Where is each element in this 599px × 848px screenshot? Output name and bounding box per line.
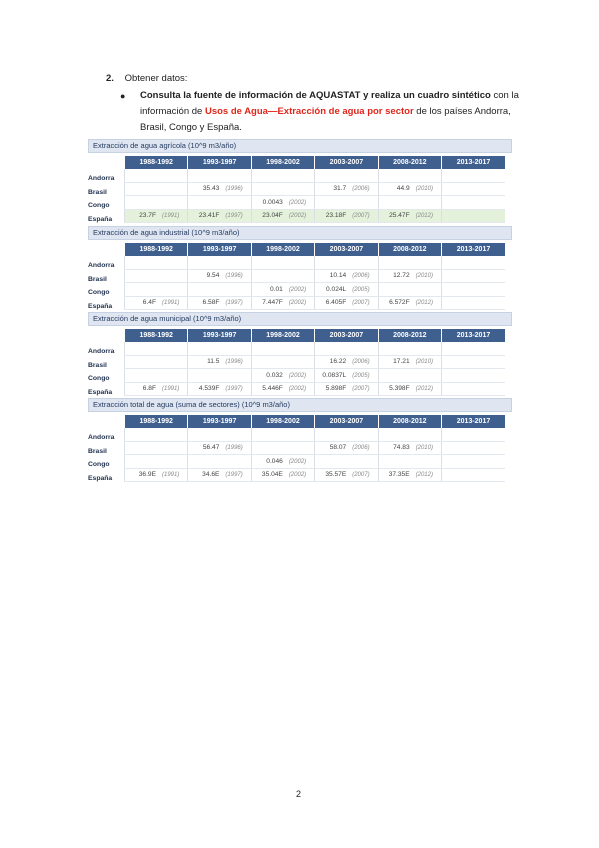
cell-value: 6.405F bbox=[325, 299, 347, 307]
cell-year: (2012) bbox=[415, 213, 433, 220]
cell-year: (2006) bbox=[352, 359, 370, 366]
table-cell bbox=[315, 209, 378, 223]
instruction-highlight: Usos de Agua—Extracción de agua por sector bbox=[204, 106, 414, 117]
instruction-bullet bbox=[120, 88, 520, 136]
country-label: Brasil bbox=[88, 361, 107, 369]
cell-year: (2010) bbox=[415, 273, 433, 280]
cell-value: 74.83 bbox=[393, 444, 410, 452]
table-cell bbox=[188, 369, 251, 383]
cell-year: (1991) bbox=[162, 213, 180, 220]
table-cell bbox=[125, 342, 188, 355]
step-heading bbox=[106, 73, 187, 84]
table-cell bbox=[378, 355, 441, 369]
cell-value: 0.046 bbox=[266, 457, 283, 465]
cell-year: (2006) bbox=[352, 445, 370, 452]
table-cell bbox=[125, 283, 188, 297]
cell-value: 5.898F bbox=[325, 385, 347, 393]
table-row bbox=[125, 428, 506, 441]
table-cell bbox=[251, 256, 314, 269]
period-header: 2003-2007 bbox=[315, 415, 378, 428]
table-cell bbox=[188, 342, 251, 355]
cell-year: (2002) bbox=[288, 372, 307, 379]
cell-year: (2012) bbox=[415, 386, 433, 393]
cell-year: (2010) bbox=[415, 359, 433, 366]
table-wrap bbox=[88, 243, 512, 310]
table-cell bbox=[315, 382, 378, 396]
table-row bbox=[125, 296, 506, 310]
table-cell bbox=[442, 256, 505, 269]
period-header: 2013-2017 bbox=[442, 329, 505, 342]
table-cell bbox=[378, 455, 441, 469]
table-cell bbox=[378, 256, 441, 269]
table-cell bbox=[188, 283, 251, 297]
section-title: Extracción de agua agrícola (10^9 m3/año) bbox=[88, 139, 512, 153]
table-cell bbox=[442, 169, 505, 182]
period-header: 1988-1992 bbox=[125, 243, 188, 256]
step-text: Obtener datos: bbox=[124, 73, 188, 84]
table-cell bbox=[315, 256, 378, 269]
table-cell bbox=[315, 342, 378, 355]
cell-value: 56.47 bbox=[202, 444, 220, 452]
table-cell bbox=[188, 182, 251, 196]
cell-year: (2010) bbox=[415, 186, 433, 193]
cell-year: (2007) bbox=[352, 386, 370, 393]
period-header: 2008-2012 bbox=[378, 415, 441, 428]
cell-year: (1996) bbox=[225, 273, 243, 280]
table-cell bbox=[251, 209, 314, 223]
table-row bbox=[125, 441, 506, 455]
table-cell bbox=[378, 182, 441, 196]
cell-year: (2005) bbox=[352, 286, 370, 293]
table-row bbox=[125, 468, 506, 482]
table-cell bbox=[188, 269, 251, 283]
table-cell bbox=[188, 256, 251, 269]
table-cell bbox=[188, 296, 251, 310]
country-label: España bbox=[88, 215, 113, 223]
table-cell bbox=[251, 296, 314, 310]
period-header: 2008-2012 bbox=[378, 329, 441, 342]
table-row bbox=[125, 269, 506, 283]
country-label: Congo bbox=[88, 289, 110, 296]
country-label: Congo bbox=[88, 461, 110, 468]
table-cell bbox=[125, 441, 188, 455]
table-cell bbox=[378, 382, 441, 396]
table-row bbox=[125, 342, 506, 355]
table-row bbox=[125, 209, 506, 223]
table-cell bbox=[251, 182, 314, 196]
table-row bbox=[125, 196, 506, 210]
table-cell bbox=[125, 169, 188, 182]
table-cell bbox=[378, 209, 441, 223]
cell-value: 7.447F bbox=[262, 299, 283, 307]
cell-year: (2012) bbox=[415, 472, 433, 479]
period-header: 2008-2012 bbox=[378, 243, 441, 256]
cell-value: 44.9 bbox=[396, 185, 410, 193]
table-cell bbox=[251, 269, 314, 283]
data-table bbox=[124, 156, 505, 223]
header-row bbox=[125, 243, 506, 256]
table-row bbox=[125, 182, 506, 196]
table-cell bbox=[378, 428, 441, 441]
cell-value: 23.41F bbox=[198, 212, 220, 220]
country-label: Congo bbox=[88, 375, 110, 382]
cell-value: 36.9E bbox=[138, 471, 156, 479]
country-label: Andorra bbox=[88, 175, 115, 182]
table-cell bbox=[188, 196, 251, 210]
table-cell bbox=[442, 382, 505, 396]
period-header: 2013-2017 bbox=[442, 415, 505, 428]
table-cell bbox=[315, 455, 378, 469]
section-1 bbox=[88, 139, 512, 223]
table-cell bbox=[251, 355, 314, 369]
table-wrap bbox=[88, 415, 512, 482]
section-title: Extracción de agua industrial (10^9 m3/año) bbox=[88, 226, 512, 240]
table-cell bbox=[442, 283, 505, 297]
table-cell bbox=[251, 382, 314, 396]
header-row bbox=[125, 156, 506, 169]
table-cell bbox=[315, 283, 378, 297]
cell-value: 11.5 bbox=[207, 358, 220, 366]
period-header: 1998-2002 bbox=[251, 243, 314, 256]
table-cell bbox=[251, 441, 314, 455]
country-label: Congo bbox=[88, 202, 110, 209]
table-cell bbox=[188, 441, 251, 455]
country-label: Andorra bbox=[88, 262, 115, 269]
instruction-part2: con la información de bbox=[140, 90, 519, 117]
table-cell bbox=[125, 296, 188, 310]
table-cell bbox=[315, 355, 378, 369]
table-cell bbox=[442, 209, 505, 223]
section-2 bbox=[88, 226, 512, 310]
table-cell bbox=[125, 369, 188, 383]
table-cell bbox=[125, 269, 188, 283]
table-cell bbox=[125, 256, 188, 269]
cell-value: 6.4F bbox=[142, 299, 156, 307]
cell-value: 37.35E bbox=[388, 471, 410, 479]
cell-year: (1996) bbox=[225, 445, 243, 452]
period-header: 1993-1997 bbox=[188, 156, 251, 169]
cell-year: (2002) bbox=[288, 386, 307, 393]
table-cell bbox=[378, 196, 441, 210]
table-cell bbox=[251, 169, 314, 182]
table-cell bbox=[378, 269, 441, 283]
table-cell bbox=[315, 269, 378, 283]
instruction-part1: Consulta la fuente de información de AQUASTAT y realiza un cuadro sintético bbox=[140, 90, 491, 101]
cell-value: 10.14 bbox=[329, 272, 347, 280]
table-cell bbox=[188, 468, 251, 482]
table-cell bbox=[315, 441, 378, 455]
table-cell bbox=[315, 196, 378, 210]
cell-year: (2007) bbox=[352, 472, 370, 479]
table-cell bbox=[251, 428, 314, 441]
table-cell bbox=[125, 355, 188, 369]
cell-value: 35.04E bbox=[261, 471, 283, 479]
table-cell bbox=[378, 468, 441, 482]
cell-year: (2010) bbox=[415, 445, 433, 452]
table-cell bbox=[315, 182, 378, 196]
table-cell bbox=[125, 455, 188, 469]
section-3 bbox=[88, 312, 512, 396]
table-row bbox=[125, 283, 506, 297]
table-row bbox=[125, 455, 506, 469]
cell-year: (2002) bbox=[288, 199, 307, 206]
country-label: Andorra bbox=[88, 348, 115, 355]
table-cell bbox=[442, 269, 505, 283]
cell-year: (2006) bbox=[352, 273, 370, 280]
table-cell bbox=[125, 382, 188, 396]
table-cell bbox=[125, 468, 188, 482]
cell-value: 23.7F bbox=[139, 212, 156, 220]
table-cell bbox=[378, 296, 441, 310]
period-header: 1998-2002 bbox=[251, 415, 314, 428]
cell-year: (2005) bbox=[352, 372, 370, 379]
table-cell bbox=[188, 455, 251, 469]
instruction-part3: de los países Andorra, Brasil, Congo y España. bbox=[140, 106, 511, 133]
cell-value: 0.032 bbox=[266, 371, 283, 379]
table-cell bbox=[125, 182, 188, 196]
cell-value: 6.572F bbox=[389, 299, 410, 307]
cell-value: 25.47F bbox=[389, 212, 410, 220]
cell-year: (1996) bbox=[225, 186, 243, 193]
period-header: 2013-2017 bbox=[442, 243, 505, 256]
cell-value: 0.024L bbox=[326, 285, 347, 293]
country-label: España bbox=[88, 388, 113, 396]
period-header: 2003-2007 bbox=[315, 329, 378, 342]
cell-year: (2012) bbox=[415, 300, 433, 307]
table-cell bbox=[251, 196, 314, 210]
table-cell bbox=[442, 296, 505, 310]
table-cell bbox=[125, 428, 188, 441]
table-cell bbox=[251, 369, 314, 383]
cell-year: (2002) bbox=[288, 458, 307, 465]
table-cell bbox=[315, 369, 378, 383]
table-wrap bbox=[88, 329, 512, 396]
table-cell bbox=[251, 283, 314, 297]
cell-year: (2006) bbox=[352, 186, 370, 193]
data-table bbox=[124, 415, 505, 482]
table-cell bbox=[315, 169, 378, 182]
data-table bbox=[124, 243, 505, 310]
cell-year: (2007) bbox=[352, 300, 370, 307]
cell-year: (1996) bbox=[225, 359, 243, 366]
cell-value: 9.54 bbox=[206, 272, 220, 280]
cell-value: 34.6E bbox=[202, 471, 220, 479]
cell-value: 23.04F bbox=[262, 212, 283, 220]
period-header: 1998-2002 bbox=[251, 156, 314, 169]
table-cell bbox=[442, 428, 505, 441]
table-row bbox=[125, 355, 506, 369]
table-row bbox=[125, 382, 506, 396]
cell-value: 0.01 bbox=[269, 285, 283, 293]
cell-value: 35.43 bbox=[202, 185, 220, 193]
cell-value: 4.539F bbox=[198, 385, 220, 393]
table-cell bbox=[315, 428, 378, 441]
table-cell bbox=[442, 455, 505, 469]
table-wrap bbox=[88, 156, 512, 223]
table-cell bbox=[378, 283, 441, 297]
table-cell bbox=[378, 369, 441, 383]
cell-year: (1991) bbox=[162, 472, 180, 479]
table-cell bbox=[188, 382, 251, 396]
table-row bbox=[125, 369, 506, 383]
bullet-icon: ● bbox=[120, 91, 126, 101]
section-4 bbox=[88, 398, 512, 482]
period-header: 1988-1992 bbox=[125, 415, 188, 428]
country-label: Brasil bbox=[88, 447, 107, 455]
cell-year: (1991) bbox=[162, 386, 180, 393]
cell-value: 17.21 bbox=[393, 358, 410, 366]
cell-value: 5.398F bbox=[389, 385, 410, 393]
cell-year: (2002) bbox=[288, 300, 307, 307]
table-cell bbox=[188, 428, 251, 441]
period-header: 1993-1997 bbox=[188, 329, 251, 342]
cell-year: (1991) bbox=[162, 300, 180, 307]
header-row bbox=[125, 329, 506, 342]
cell-value: 16.22 bbox=[329, 358, 347, 366]
table-cell bbox=[378, 342, 441, 355]
country-label: España bbox=[88, 474, 113, 482]
table-cell bbox=[378, 441, 441, 455]
table-cell bbox=[442, 468, 505, 482]
table-cell bbox=[188, 355, 251, 369]
cell-year: (2002) bbox=[288, 286, 307, 293]
country-label: Brasil bbox=[88, 188, 107, 196]
period-header: 1993-1997 bbox=[188, 415, 251, 428]
cell-value: 6.8F bbox=[142, 385, 156, 393]
table-cell bbox=[125, 209, 188, 223]
cell-value: 6.58F bbox=[202, 299, 220, 307]
cell-year: (1997) bbox=[225, 386, 243, 393]
header-row bbox=[125, 415, 506, 428]
section-title: Extracción de agua municipal (10^9 m3/año) bbox=[88, 312, 512, 326]
table-cell bbox=[442, 196, 505, 210]
table-cell bbox=[188, 209, 251, 223]
cell-year: (1997) bbox=[225, 213, 243, 220]
country-label: Andorra bbox=[88, 434, 115, 441]
cell-year: (1997) bbox=[225, 300, 243, 307]
instruction-text bbox=[140, 88, 520, 136]
table-cell bbox=[251, 342, 314, 355]
period-header: 1998-2002 bbox=[251, 329, 314, 342]
table-cell bbox=[442, 355, 505, 369]
table-cell bbox=[378, 169, 441, 182]
country-label: Brasil bbox=[88, 275, 107, 283]
cell-value: 23.18F bbox=[325, 212, 347, 220]
table-cell bbox=[442, 342, 505, 355]
cell-value: 31.7 bbox=[333, 185, 347, 193]
table-row bbox=[125, 256, 506, 269]
cell-year: (1997) bbox=[225, 472, 243, 479]
country-label: España bbox=[88, 302, 113, 310]
period-header: 1993-1997 bbox=[188, 243, 251, 256]
cell-year: (2002) bbox=[288, 472, 307, 479]
table-cell bbox=[251, 468, 314, 482]
table-row bbox=[125, 169, 506, 182]
cell-value: 5.446F bbox=[262, 385, 283, 393]
cell-value: 35.57E bbox=[325, 471, 347, 479]
period-header: 2003-2007 bbox=[315, 243, 378, 256]
period-header: 2008-2012 bbox=[378, 156, 441, 169]
table-cell bbox=[315, 468, 378, 482]
table-cell bbox=[442, 182, 505, 196]
period-header: 2003-2007 bbox=[315, 156, 378, 169]
step-number: 2. bbox=[106, 73, 114, 84]
period-header: 1988-1992 bbox=[125, 156, 188, 169]
cell-value: 0.0043 bbox=[262, 198, 283, 206]
cell-year: (2002) bbox=[288, 213, 307, 220]
table-cell bbox=[315, 296, 378, 310]
table-cell bbox=[442, 441, 505, 455]
cell-year: (2007) bbox=[352, 213, 370, 220]
period-header: 1988-1992 bbox=[125, 329, 188, 342]
period-header: 2013-2017 bbox=[442, 156, 505, 169]
data-table bbox=[124, 329, 505, 396]
table-cell bbox=[251, 455, 314, 469]
cell-value: 0.0837L bbox=[322, 371, 347, 379]
cell-value: 58.07 bbox=[329, 444, 347, 452]
page-number: 2 bbox=[296, 789, 302, 799]
table-cell bbox=[188, 169, 251, 182]
table-cell bbox=[442, 369, 505, 383]
cell-value: 12.72 bbox=[393, 272, 410, 280]
section-title: Extracción total de agua (suma de sectores) (10^9 m3/año) bbox=[88, 398, 512, 412]
table-cell bbox=[125, 196, 188, 210]
